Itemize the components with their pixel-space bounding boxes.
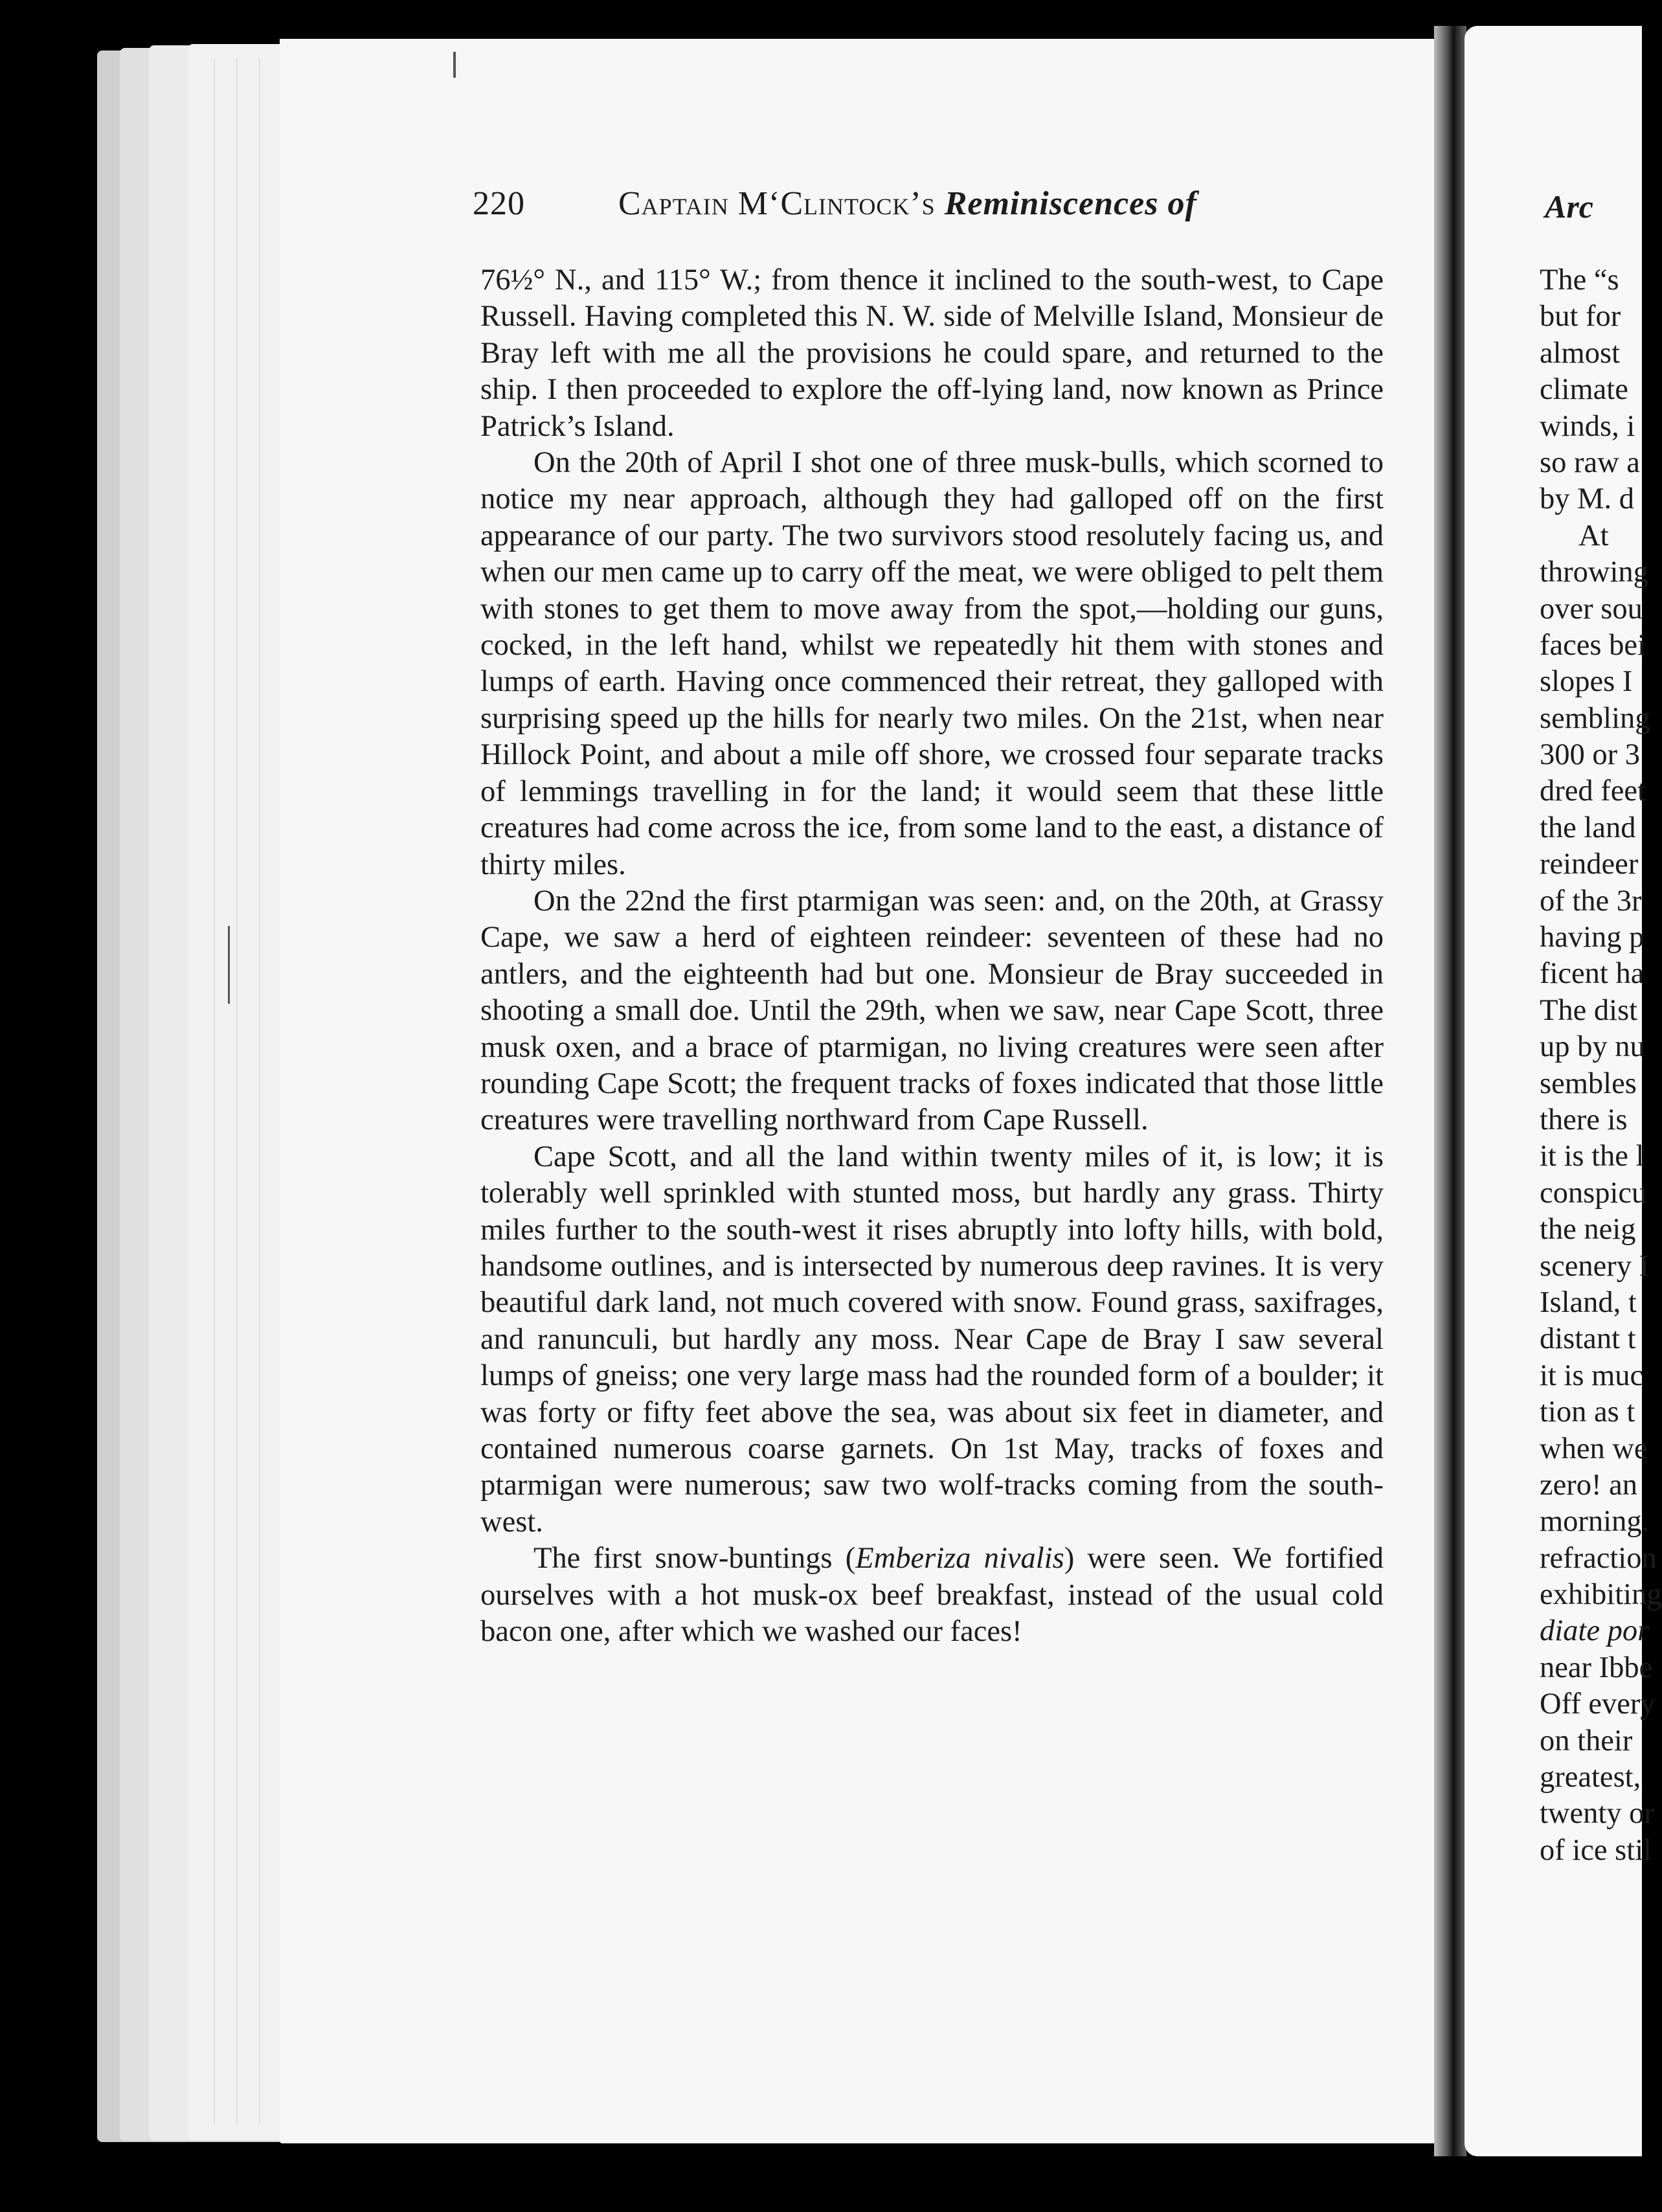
right-page-line: reindeer xyxy=(1540,848,1639,881)
right-page-line: greatest, xyxy=(1540,1761,1641,1794)
page-edge-line xyxy=(259,58,260,2124)
right-page-line: twenty or xyxy=(1540,1797,1654,1831)
right-page-line: on their xyxy=(1540,1724,1633,1757)
right-page-line: it is muc xyxy=(1540,1359,1644,1392)
running-head-italic: Reminiscences of xyxy=(944,185,1197,222)
right-page-line: near Ibbe xyxy=(1540,1651,1653,1684)
right-page-line: Off every xyxy=(1540,1687,1656,1721)
paragraph-text: On the 22nd the first ptarmigan was seen: and, on the 20th, at Grassy Cape, we saw a herd of eighteen reindeer: seventeen of these had no antlers, and the eighteenth had but one. Monsieur de Bray succeeded in shooting a small doe. Until the 29th, when we saw, near Cape Scott, three musk oxen, and a brace of ptarmigan, no living creatures were seen after rounding Cape Scott; the frequent tracks of foxes indicated that those little creatures were travelling northward from Cape Russell. xyxy=(480,884,1384,1137)
page-edge-line xyxy=(214,58,215,2124)
right-page-line: slopes I xyxy=(1540,665,1633,699)
right-page-line: throwing xyxy=(1540,556,1648,589)
paragraph-text: 76½° N., and 115° W.; from thence it inclined to the south-west, to Cape Russell. Having completed this N. W. side of Melville Island, Monsieur de Bray left with me all the provisions he could spare, and returned to the ship. I then proceeded to explore the off-lying land, now known as Prince Patrick’s Island. xyxy=(480,264,1384,443)
book-gutter xyxy=(1434,26,1466,2156)
right-page-line: the land xyxy=(1540,811,1636,844)
right-page-line: distant t xyxy=(1540,1322,1636,1356)
right-page-line: having p xyxy=(1540,921,1645,954)
running-head-title: Captain M‘Clintock’s xyxy=(618,185,936,222)
paragraph xyxy=(480,1541,1384,1650)
right-page-line: Island, t xyxy=(1540,1285,1637,1319)
body-text xyxy=(480,262,1384,1650)
page-number: 220 xyxy=(473,185,525,222)
right-page-line: zero! an xyxy=(1540,1468,1638,1502)
scan-mark xyxy=(228,926,230,1004)
right-page-line: diate por xyxy=(1540,1614,1650,1648)
right-page-line: the neig xyxy=(1540,1213,1636,1247)
page-edge-line xyxy=(236,58,238,2124)
paragraph xyxy=(480,262,1384,445)
right-page-line: when we xyxy=(1540,1432,1648,1465)
paragraph xyxy=(480,883,1384,1139)
paragraph-text: ) were seen. We fortified ourselves with a hot musk-ox beef breakfast, instead of the usual cold bacon one, after which we washed our faces! xyxy=(480,1542,1384,1649)
paragraph-text: Cape Scott, and all the land within twenty miles of it, is low; it is tolerably well sprinkled with stunted moss, but hardly any grass. Thirty miles further to the south-west it rises abruptly into lofty hills, with bold, handsome outlines, and is intersected by numerous deep ravines. It is very beautiful dark land, not much covered with snow. Found grass, saxifrages, and ranunculi, but hardly any moss. Near Cape de Bray I saw several lumps of gneiss; one very large mass had the rounded form of a boulder; it was forty or fifty feet above the sea, was about six feet in diameter, and contained numerous coarse garnets. On 1st May, tracks of foxes and ptarmigan were numerous; saw two wolf-tracks coming from the south-west. xyxy=(480,1140,1384,1539)
right-page-line: up by nu xyxy=(1540,1030,1645,1064)
right-page-line: sembling xyxy=(1540,701,1650,735)
paragraph xyxy=(480,1139,1384,1541)
right-page-line: At xyxy=(1578,519,1609,552)
right-page-line: sembles xyxy=(1540,1066,1637,1100)
right-page-line: of ice stil xyxy=(1540,1833,1652,1867)
right-page-line: by M. d xyxy=(1540,482,1634,516)
right-page-line: 300 or 3 xyxy=(1540,738,1640,772)
right-page-line: conspicu xyxy=(1540,1176,1647,1210)
right-page-line: faces bei xyxy=(1540,628,1646,662)
running-head xyxy=(618,185,1197,223)
right-page-line: ficent ha xyxy=(1540,957,1645,991)
right-page-line: of the 3r xyxy=(1540,884,1642,918)
right-page-line: winds, i xyxy=(1540,409,1635,443)
right-running-head: Arc xyxy=(1545,188,1593,225)
right-page-line: The dist xyxy=(1540,993,1638,1027)
paragraph-text: The first snow-buntings ( xyxy=(533,1542,856,1575)
right-page-line: climate xyxy=(1540,373,1628,407)
right-page-line: almost xyxy=(1540,336,1620,370)
right-page-line: so raw a xyxy=(1540,446,1640,479)
paragraph-text: On the 20th of April I shot one of three musk-bulls, which scorned to notice my near approach, although they had galloped off on the first appearance of our party. The two survivors stood resolutely facing us, and when our men came up to carry off the meat, we were obliged to pelt them with stones to get them to move away from the spot,—holding our guns, cocked, in the left hand, whilst we repeatedly hit them with stones and lumps of earth. Having once commenced their retreat, they galloped with surprising speed up the hills for nearly two miles. On the 21st, when near Hillock Point, and about a mile off shore, we crossed four separate tracks of lemmings travelling in for the land; it would seem that these little creatures had come across the ice, from some land to the east, a distance of thirty miles. xyxy=(480,446,1384,881)
paragraph xyxy=(480,445,1384,883)
right-page-line: The “s xyxy=(1540,264,1619,297)
right-page-line: exhibiting xyxy=(1540,1578,1662,1612)
right-page-line: over sou xyxy=(1540,592,1643,626)
right-page-line: it is the l xyxy=(1540,1140,1645,1173)
species-name: Emberiza nivalis xyxy=(855,1542,1064,1575)
right-page-line: there is xyxy=(1540,1103,1628,1136)
right-page-text xyxy=(1540,262,1662,1869)
right-page-line: dred feet xyxy=(1540,774,1646,808)
scan-mark xyxy=(453,52,456,78)
right-page-line: morning. xyxy=(1540,1505,1650,1539)
right-page-line: but for xyxy=(1540,300,1621,333)
right-page-line: tion as t xyxy=(1540,1395,1635,1429)
right-page-line: refraction xyxy=(1540,1541,1657,1575)
right-page-line: scenery I xyxy=(1540,1249,1650,1283)
